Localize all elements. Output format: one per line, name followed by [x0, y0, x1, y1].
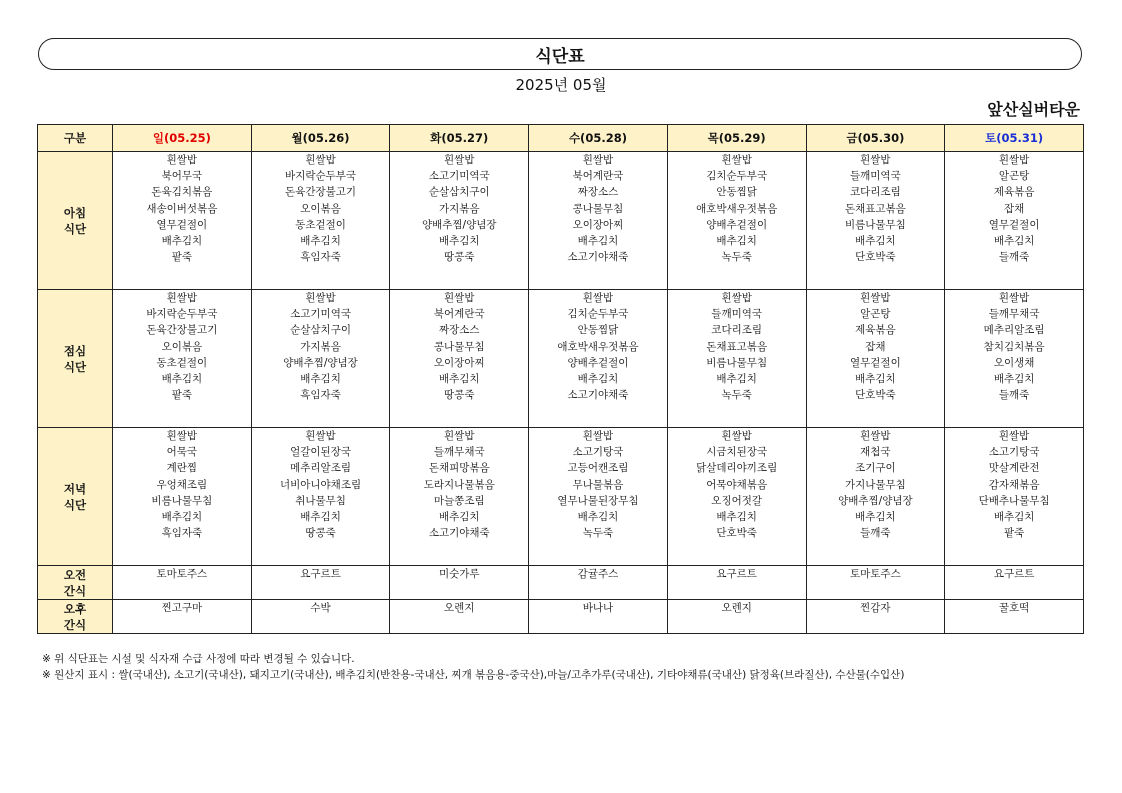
day-header — [113, 125, 252, 152]
menu-item: 배추김치 — [577, 373, 619, 386]
menu-item: 배추김치 — [161, 373, 203, 386]
menu-item: 소고기야채죽 — [567, 251, 629, 264]
menu-item: 취나물무침 — [295, 494, 346, 507]
menu-item: 흰쌀밥 — [166, 430, 198, 442]
meal-row — [38, 152, 1084, 290]
snack-cell: 오렌지 — [390, 600, 529, 634]
menu-item: 흰쌀밥 — [582, 154, 614, 166]
snack-cell: 바나나 — [529, 600, 668, 634]
snack-cell: 수박 — [251, 600, 390, 634]
menu-item: 배추김치 — [300, 373, 341, 386]
menu-item: 제육볶음 — [855, 324, 896, 337]
menu-item: 단호박죽 — [855, 251, 896, 264]
day-header — [390, 125, 529, 152]
snack-cell: 꿀호떡 — [945, 600, 1084, 634]
day-header — [251, 125, 390, 152]
menu-item: 흰쌀밥 — [305, 430, 336, 442]
menu-item: 돈육간장불고기 — [146, 324, 218, 337]
menu-item: 소고기야채죽 — [428, 527, 490, 540]
day-header-label: 수(05.28) — [568, 131, 627, 145]
snack-cell: 요구르트 — [945, 566, 1084, 600]
meal-label-line: 아침 — [63, 205, 87, 220]
menu-item: 가지나물무침 — [844, 478, 906, 491]
menu-item: 오이생채 — [993, 356, 1035, 369]
snack-label-cell — [38, 600, 113, 634]
menu-item: 열무겉절이 — [988, 218, 1040, 231]
menu-item: 들깨미역국 — [711, 308, 763, 321]
meal-cell — [113, 290, 252, 428]
meal-label-line: 식단 — [63, 497, 87, 512]
menu-item: 흰쌀밥 — [860, 292, 891, 304]
menu-item: 계란찜 — [166, 462, 198, 475]
menu-item: 배추김치 — [300, 235, 341, 248]
menu-item: 잡채 — [865, 340, 886, 353]
day-header-label: 토(05.31) — [985, 131, 1044, 145]
menu-item: 비름나물무침 — [844, 218, 906, 231]
menu-item: 잡채 — [1003, 202, 1025, 215]
snack-label-cell — [38, 566, 113, 600]
header-row — [38, 125, 1084, 152]
menu-item: 감자채볶음 — [988, 478, 1040, 491]
menu-item: 오징어젓갈 — [711, 494, 763, 507]
menu-item: 안동찜닭 — [577, 324, 619, 337]
menu-item: 코다리조림 — [711, 324, 763, 337]
menu-item: 오이장아찌 — [433, 356, 485, 369]
meal-cell — [806, 428, 945, 566]
menu-item: 맛살계란전 — [988, 462, 1040, 475]
meal-cell — [390, 290, 529, 428]
menu-item: 가지볶음 — [438, 202, 480, 215]
menu-item: 녹두죽 — [582, 527, 614, 540]
menu-item: 배추김치 — [161, 511, 203, 524]
menu-item: 배추김치 — [855, 511, 896, 524]
menu-item: 돈육간장불고기 — [285, 186, 357, 199]
menu-item: 김치순두부국 — [706, 170, 768, 183]
menu-item: 순살삼치구이 — [290, 324, 351, 337]
menu-item: 팥죽 — [1003, 527, 1025, 540]
menu-item: 무나물볶음 — [572, 478, 624, 491]
meal-cell — [251, 290, 390, 428]
menu-item: 땅콩죽 — [444, 389, 475, 402]
menu-item: 소고기탕국 — [988, 446, 1040, 459]
menu-item: 배추김치 — [577, 511, 619, 524]
menu-item: 배추김치 — [438, 373, 480, 386]
snack-cell: 토마토주스 — [113, 566, 252, 600]
menu-item: 배추김치 — [993, 511, 1035, 524]
menu-item: 돈채피망볶음 — [428, 462, 490, 475]
day-header-label: 목(05.29) — [707, 131, 766, 145]
menu-item: 가지볶음 — [300, 340, 341, 353]
menu-item: 흰쌀밥 — [998, 154, 1030, 166]
menu-item: 순살삼치구이 — [428, 186, 490, 199]
menu-item: 돈채표고볶음 — [844, 202, 906, 215]
menu-item: 오이볶음 — [300, 202, 341, 215]
menu-item: 흰쌀밥 — [998, 430, 1030, 442]
menu-item: 소고기미역국 — [428, 170, 490, 183]
menu-item: 소고기야채죽 — [567, 389, 629, 402]
menu-item: 흰쌀밥 — [305, 154, 336, 166]
menu-item: 흰쌀밥 — [305, 292, 336, 304]
menu-item: 코다리조림 — [850, 186, 901, 199]
menu-item: 땅콩죽 — [444, 251, 475, 264]
snack-cell: 찐고구마 — [113, 600, 252, 634]
menu-item: 녹두죽 — [721, 389, 752, 402]
menu-item: 흰쌀밥 — [721, 430, 752, 442]
menu-item: 양배추찜/양념장 — [838, 494, 913, 507]
note-line: ※ 위 식단표는 시설 및 식자재 수급 사정에 따라 변경될 수 있습니다. — [42, 653, 355, 665]
menu-item: 얼갈이된장국 — [290, 446, 351, 459]
note-line: ※ 원산지 표시 : 쌀(국내산), 소고기(국내산), 돼지고기(국내산), 배추김치(반찬용-국내산, 찌개 볶음용-중국산),마늘/고추가루(국내산), 기타야채류(국내산) 닭정육(브라질산), 수산물(수입산) — [42, 669, 905, 681]
menu-item: 동초겉절이 — [156, 356, 208, 369]
snack-cell: 미숫가루 — [390, 566, 529, 600]
menu-item: 동초겉절이 — [295, 218, 346, 231]
meal-cell — [806, 290, 945, 428]
menu-item: 짜장소스 — [577, 186, 619, 199]
menu-item: 양배추겉절이 — [706, 218, 768, 231]
snack-label-line: 간식 — [63, 617, 87, 632]
menu-item: 제육볶음 — [993, 186, 1035, 199]
menu-item: 양배추찜/양념장 — [421, 218, 497, 231]
menu-item: 녹두죽 — [721, 251, 752, 264]
menu-item: 흑임자죽 — [161, 527, 203, 540]
menu-item: 애호박새우젓볶음 — [557, 340, 639, 353]
menu-item: 흰쌀밥 — [166, 292, 198, 304]
menu-item: 배추김치 — [577, 235, 619, 248]
menu-item: 콩나물무침 — [433, 340, 485, 353]
meal-cell — [667, 290, 806, 428]
menu-item: 열무겉절이 — [850, 356, 901, 369]
day-header — [667, 125, 806, 152]
menu-item: 흰쌀밥 — [860, 154, 891, 166]
day-header-label: 금(05.30) — [846, 131, 905, 145]
menu-item: 고등어캔조림 — [567, 462, 629, 475]
snack-cell: 토마토주스 — [806, 566, 945, 600]
menu-table — [37, 124, 1084, 634]
snack-row — [38, 566, 1084, 600]
menu-item: 흰쌀밥 — [721, 292, 752, 304]
menu-item: 배추김치 — [855, 235, 896, 248]
day-header-label: 화(05.27) — [430, 131, 489, 145]
meal-cell — [667, 152, 806, 290]
day-header — [945, 125, 1084, 152]
snack-cell: 요구르트 — [251, 566, 390, 600]
meal-label-cell — [38, 152, 113, 290]
menu-item: 들깨무채국 — [433, 446, 485, 459]
menu-item: 단호박죽 — [716, 527, 757, 540]
menu-item: 양배추겉절이 — [567, 356, 629, 369]
meal-cell — [251, 428, 390, 566]
meal-cell — [945, 428, 1084, 566]
snack-label-line: 간식 — [63, 583, 87, 598]
menu-item: 바지락순두부국 — [146, 308, 218, 321]
menu-item: 소고기미역국 — [290, 308, 351, 321]
menu-item: 흑임자죽 — [300, 251, 341, 264]
snack-label-line: 오전 — [63, 567, 87, 582]
menu-item: 메추리알조림 — [290, 462, 351, 475]
meal-cell — [529, 428, 668, 566]
snack-label-line: 오후 — [63, 601, 87, 616]
snack-cell: 오렌지 — [667, 600, 806, 634]
menu-item: 들깨죽 — [860, 527, 891, 540]
menu-item: 흰쌀밥 — [444, 430, 475, 442]
meal-cell — [945, 152, 1084, 290]
menu-item: 단호박죽 — [855, 389, 896, 402]
meal-cell — [113, 152, 252, 290]
menu-item: 돈육김치볶음 — [151, 186, 213, 199]
menu-item: 시금치된장국 — [706, 446, 768, 459]
meal-cell — [390, 428, 529, 566]
menu-item: 열무겉절이 — [156, 218, 208, 231]
page-title-box — [38, 38, 1082, 70]
menu-item: 열무나물된장무침 — [557, 494, 639, 507]
menu-item: 도라지나물볶음 — [423, 478, 495, 491]
meal-label-line: 식단 — [63, 359, 87, 374]
meal-cell — [806, 152, 945, 290]
menu-item: 들깨죽 — [998, 251, 1030, 264]
menu-item: 어묵야채볶음 — [706, 478, 768, 491]
menu-item: 닭살데리야끼조림 — [696, 462, 778, 475]
menu-item: 양배추찜/양념장 — [283, 356, 358, 369]
meal-label-line: 식단 — [63, 221, 87, 236]
menu-item: 배추김치 — [161, 235, 203, 248]
meal-label-cell — [38, 428, 113, 566]
meal-cell — [529, 152, 668, 290]
menu-item: 재첩국 — [860, 446, 891, 459]
menu-item: 흰쌀밥 — [444, 292, 475, 304]
menu-item: 단배추나물무침 — [978, 494, 1050, 507]
menu-item: 북어무국 — [161, 170, 203, 183]
menu-item: 바지락순두부국 — [285, 170, 357, 183]
menu-item: 소고기탕국 — [572, 446, 624, 459]
menu-item: 흰쌀밥 — [998, 292, 1030, 304]
snack-cell: 요구르트 — [667, 566, 806, 600]
menu-item: 짜장소스 — [438, 324, 480, 337]
notes — [42, 651, 904, 683]
meal-row — [38, 428, 1084, 566]
menu-item: 들깨미역국 — [850, 170, 901, 183]
period-label: 2025년 05월 — [515, 76, 607, 94]
menu-item: 북어계란국 — [433, 308, 485, 321]
menu-item: 배추김치 — [855, 373, 896, 386]
menu-item: 참치김치볶음 — [983, 340, 1045, 353]
meal-cell — [390, 152, 529, 290]
menu-item: 김치순두부국 — [567, 308, 629, 321]
page-title: 식단표 — [535, 46, 585, 67]
menu-item: 오이장아찌 — [572, 218, 624, 231]
menu-item: 배추김치 — [716, 511, 757, 524]
menu-item: 배추김치 — [300, 511, 341, 524]
menu-item: 흰쌀밥 — [582, 292, 614, 304]
corner-label: 구분 — [38, 125, 113, 152]
meal-cell — [945, 290, 1084, 428]
meal-cell — [667, 428, 806, 566]
menu-item: 새송이버섯볶음 — [146, 202, 218, 215]
day-header — [529, 125, 668, 152]
day-header-label: 일(05.25) — [152, 131, 211, 145]
menu-item: 알곤탕 — [998, 170, 1030, 183]
menu-item: 애호박새우젓볶음 — [696, 202, 778, 215]
menu-item: 알곤탕 — [860, 308, 891, 321]
menu-item: 배추김치 — [438, 235, 480, 248]
menu-item: 안동찜닭 — [716, 186, 757, 199]
menu-item: 흰쌀밥 — [721, 154, 752, 166]
meal-label-line: 점심 — [63, 343, 87, 358]
menu-item: 흰쌀밥 — [860, 430, 891, 442]
meal-label-cell — [38, 290, 113, 428]
menu-item: 우엉채조림 — [156, 478, 208, 491]
day-header-label: 월(05.26) — [291, 131, 350, 145]
menu-item: 배추김치 — [716, 235, 757, 248]
menu-item: 들깨죽 — [998, 389, 1030, 402]
snack-row — [38, 600, 1084, 634]
menu-item: 마늘쫑조림 — [433, 494, 485, 507]
menu-item: 들깨무채국 — [988, 308, 1040, 321]
menu-item: 배추김치 — [993, 373, 1035, 386]
menu-item: 돈채표고볶음 — [706, 340, 768, 353]
menu-item: 메추리알조림 — [983, 324, 1045, 337]
facility-name: 앞산실버타운 — [987, 100, 1080, 119]
meal-cell — [529, 290, 668, 428]
menu-item: 땅콩죽 — [305, 527, 336, 540]
menu-item: 흰쌀밥 — [582, 430, 614, 442]
menu-item: 북어계란국 — [572, 170, 624, 183]
snack-cell: 감귤주스 — [529, 566, 668, 600]
menu-item: 오이볶음 — [161, 340, 203, 353]
menu-item: 배추김치 — [716, 373, 757, 386]
menu-item: 배추김치 — [993, 235, 1035, 248]
menu-item: 흑임자죽 — [300, 389, 341, 402]
meal-cell — [113, 428, 252, 566]
meal-row — [38, 290, 1084, 428]
menu-item: 조기구이 — [855, 462, 896, 475]
day-header — [806, 125, 945, 152]
menu-item: 비름나물무침 — [151, 494, 213, 507]
menu-item: 콩나물무침 — [572, 202, 624, 215]
menu-item: 흰쌀밥 — [444, 154, 475, 166]
menu-item: 흰쌀밥 — [166, 154, 198, 166]
menu-item: 너비아니야채조림 — [279, 478, 362, 491]
meal-label-line: 저녁 — [63, 481, 87, 496]
meal-cell — [251, 152, 390, 290]
menu-item: 팥죽 — [171, 389, 192, 402]
snack-cell: 찐감자 — [806, 600, 945, 634]
menu-item: 배추김치 — [438, 511, 480, 524]
menu-item: 어묵국 — [166, 446, 198, 459]
menu-item: 팥죽 — [171, 251, 192, 264]
menu-item: 비름나물무침 — [706, 356, 768, 369]
